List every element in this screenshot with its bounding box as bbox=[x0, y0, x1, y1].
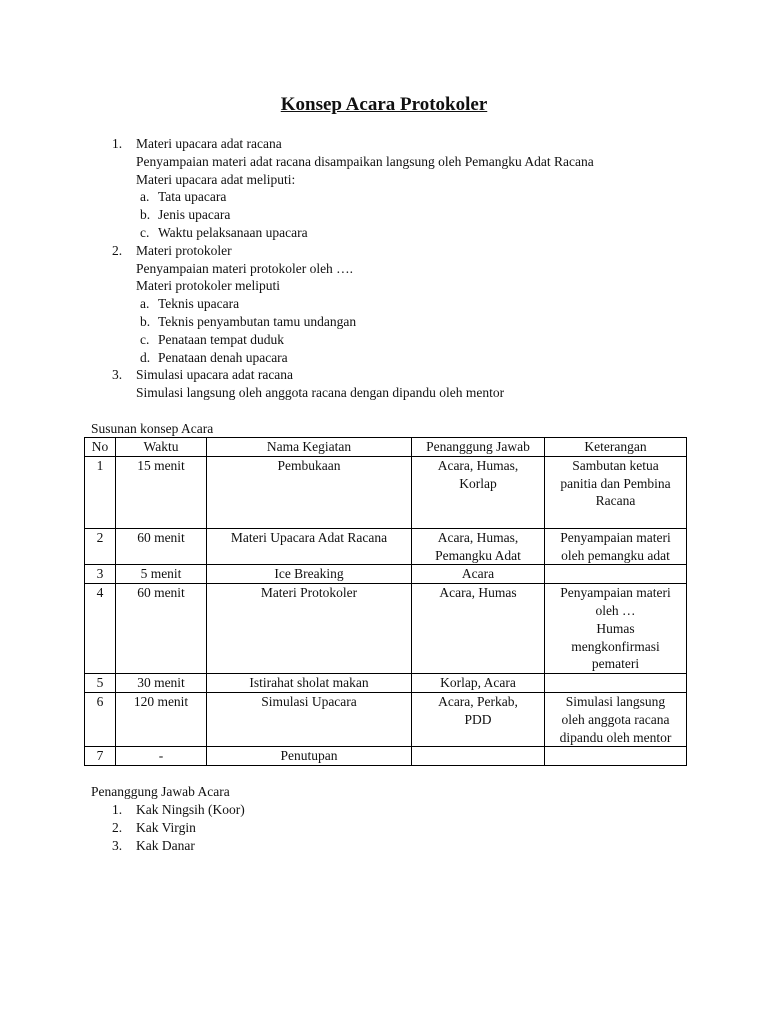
cell-kegiatan bbox=[207, 692, 412, 746]
cell-keterangan bbox=[545, 692, 687, 746]
cell-text: 30 menit bbox=[137, 675, 185, 691]
cell-text: 2 bbox=[96, 529, 104, 545]
sub-item bbox=[136, 349, 712, 367]
cell-text: 1 bbox=[96, 457, 104, 473]
header-penanggung-jawab: Penanggung Jawab bbox=[412, 438, 545, 457]
sub-item-text: Teknis upacara bbox=[158, 296, 240, 312]
sub-item-text: Waktu pelaksanaan upacara bbox=[158, 224, 308, 240]
cell-penanggung-jawab bbox=[412, 528, 545, 565]
table-caption: Susunan konsep Acara bbox=[91, 421, 214, 436]
sub-item bbox=[136, 313, 712, 331]
sub-item-text: Penataan denah upacara bbox=[158, 349, 288, 365]
cell-text: - bbox=[158, 748, 164, 764]
list-item bbox=[112, 242, 712, 367]
table-row bbox=[85, 456, 687, 528]
cell-text: 5 bbox=[96, 675, 104, 691]
cell-text: 3 bbox=[96, 566, 104, 582]
item-heading: Simulasi upacara adat racana bbox=[136, 367, 294, 383]
cell-kegiatan bbox=[207, 456, 412, 528]
cell-text: Istirahat sholat makan bbox=[249, 675, 369, 691]
cell-kegiatan bbox=[207, 565, 412, 584]
list-item bbox=[112, 819, 245, 837]
sub-item-letter: a. bbox=[140, 296, 150, 312]
cell-text: Simulasi Upacara bbox=[261, 693, 357, 709]
cell-no bbox=[85, 456, 116, 528]
cell-line: Korlap bbox=[459, 475, 497, 491]
sub-item-text: Penataan tempat duduk bbox=[158, 331, 284, 347]
sub-item bbox=[136, 206, 712, 224]
sub-item bbox=[136, 188, 712, 206]
cell-line: oleh … bbox=[595, 602, 636, 618]
table-row bbox=[85, 565, 687, 584]
item-number: 3. bbox=[112, 367, 123, 383]
cell-no bbox=[85, 528, 116, 565]
item-name: Kak Virgin bbox=[136, 819, 196, 835]
cell-penanggung-jawab bbox=[412, 456, 545, 528]
sub-item bbox=[136, 224, 712, 242]
cell-keterangan bbox=[545, 747, 687, 766]
cell-penanggung-jawab bbox=[412, 692, 545, 746]
sub-item-letter: a. bbox=[140, 189, 150, 205]
cell-no bbox=[85, 692, 116, 746]
header-nama-kegiatan: Nama Kegiatan bbox=[207, 438, 412, 457]
sub-item bbox=[136, 295, 712, 313]
cell-line: Penyampaian materi bbox=[560, 529, 671, 545]
cell-text: Materi Upacara Adat Racana bbox=[230, 529, 388, 545]
cell-line: oleh pemangku adat bbox=[561, 547, 670, 563]
cell-waktu bbox=[116, 692, 207, 746]
table-row bbox=[85, 692, 687, 746]
cell-text: 120 menit bbox=[133, 693, 189, 709]
cell-waktu bbox=[116, 674, 207, 693]
cell-line: mengkonfirmasi bbox=[571, 638, 660, 654]
cell-no bbox=[85, 747, 116, 766]
cell-text: Materi Protokoler bbox=[260, 585, 358, 601]
cell-keterangan bbox=[545, 456, 687, 528]
table-row bbox=[85, 528, 687, 565]
cell-no bbox=[85, 584, 116, 674]
sub-item-letter: b. bbox=[140, 313, 151, 329]
item-number: 1. bbox=[112, 802, 123, 817]
cell-line: Acara, Humas, bbox=[437, 457, 519, 473]
table-row bbox=[85, 584, 687, 674]
item-number: 2. bbox=[112, 242, 123, 258]
table-row bbox=[85, 747, 687, 766]
list-item bbox=[112, 837, 245, 855]
document-title: Konsep Acara Protokoler bbox=[280, 94, 488, 115]
item-line: Materi upacara adat meliputi: bbox=[136, 171, 296, 187]
cell-line: Acara, Humas, bbox=[437, 529, 519, 545]
sub-item-text: Tata upacara bbox=[158, 189, 227, 205]
item-number: 2. bbox=[112, 819, 123, 835]
item-heading: Materi upacara adat racana bbox=[136, 136, 282, 151]
header-waktu: Waktu bbox=[116, 438, 207, 457]
material-list bbox=[112, 135, 712, 402]
sub-item-letter: d. bbox=[140, 349, 151, 365]
cell-waktu bbox=[116, 747, 207, 766]
cell-text: 15 menit bbox=[137, 457, 185, 473]
sub-item-letter: c. bbox=[140, 331, 150, 347]
cell-text: 5 menit bbox=[140, 566, 182, 582]
responsible-list bbox=[112, 801, 245, 854]
cell-text: Penutupan bbox=[280, 748, 338, 764]
cell-kegiatan bbox=[207, 584, 412, 674]
cell-kegiatan bbox=[207, 747, 412, 766]
cell-kegiatan bbox=[207, 528, 412, 565]
cell-line: Penyampaian materi bbox=[560, 585, 671, 601]
cell-keterangan bbox=[545, 674, 687, 693]
cell-waktu bbox=[116, 565, 207, 584]
sub-item-letter: c. bbox=[140, 224, 150, 240]
responsible-title: Penanggung Jawab Acara bbox=[91, 784, 230, 799]
item-line: Penyampaian materi protokoler oleh …. bbox=[136, 260, 354, 276]
cell-keterangan bbox=[545, 565, 687, 584]
cell-line: panitia dan Pembina bbox=[560, 475, 671, 491]
header-no: No bbox=[85, 438, 116, 457]
cell-keterangan bbox=[545, 584, 687, 674]
schedule-table bbox=[84, 437, 687, 766]
item-line: Penyampaian materi adat racana disampaikan langsung oleh Pemangku Adat Racana bbox=[136, 153, 594, 169]
cell-line: oleh anggota racana bbox=[561, 711, 670, 727]
item-line: Simulasi langsung oleh anggota racana dengan dipandu oleh mentor bbox=[136, 385, 505, 401]
sub-item-text: Jenis upacara bbox=[158, 207, 231, 223]
cell-line: Pemangku Adat bbox=[435, 547, 521, 563]
cell-text: 4 bbox=[96, 585, 104, 601]
list-item bbox=[112, 801, 245, 819]
cell-line: Acara, Perkab, bbox=[438, 693, 518, 709]
list-item bbox=[112, 366, 712, 402]
cell-waktu bbox=[116, 456, 207, 528]
cell-penanggung-jawab bbox=[412, 747, 545, 766]
table-row bbox=[85, 674, 687, 693]
item-number: 3. bbox=[112, 837, 123, 853]
cell-line: Sambutan ketua bbox=[572, 457, 659, 473]
cell-line: Acara bbox=[461, 566, 495, 582]
cell-line: Racana bbox=[595, 493, 636, 509]
item-line: Materi protokoler meliputi bbox=[136, 278, 280, 294]
cell-text: 60 menit bbox=[137, 529, 185, 545]
cell-line: dipandu oleh mentor bbox=[559, 729, 672, 745]
cell-line: Simulasi langsung bbox=[565, 693, 666, 709]
cell-waktu bbox=[116, 528, 207, 565]
cell-no bbox=[85, 674, 116, 693]
cell-penanggung-jawab bbox=[412, 584, 545, 674]
cell-waktu bbox=[116, 584, 207, 674]
cell-no bbox=[85, 565, 116, 584]
cell-penanggung-jawab bbox=[412, 674, 545, 693]
cell-text: Pembukaan bbox=[277, 457, 341, 473]
cell-text: Ice Breaking bbox=[274, 566, 344, 582]
cell-text: 6 bbox=[96, 693, 104, 709]
sub-item-letter: b. bbox=[140, 207, 151, 223]
list-item bbox=[112, 135, 712, 242]
cell-line: Acara, Humas bbox=[439, 585, 517, 601]
cell-kegiatan bbox=[207, 674, 412, 693]
table-header-row bbox=[85, 438, 687, 457]
cell-penanggung-jawab bbox=[412, 565, 545, 584]
cell-text: 7 bbox=[96, 748, 104, 764]
header-keterangan: Keterangan bbox=[545, 438, 687, 457]
sub-item-text: Teknis penyambutan tamu undangan bbox=[158, 313, 357, 329]
item-number: 1. bbox=[112, 136, 123, 151]
cell-line: Korlap, Acara bbox=[440, 675, 516, 691]
cell-line: PDD bbox=[464, 711, 492, 727]
item-name: Kak Danar bbox=[136, 837, 195, 853]
cell-line: pemateri bbox=[591, 656, 640, 672]
item-heading: Materi protokoler bbox=[136, 242, 232, 258]
cell-line: Humas bbox=[596, 620, 635, 636]
item-name: Kak Ningsih (Koor) bbox=[136, 802, 245, 817]
cell-keterangan bbox=[545, 528, 687, 565]
cell-text: 60 menit bbox=[137, 585, 185, 601]
sub-item bbox=[136, 331, 712, 349]
